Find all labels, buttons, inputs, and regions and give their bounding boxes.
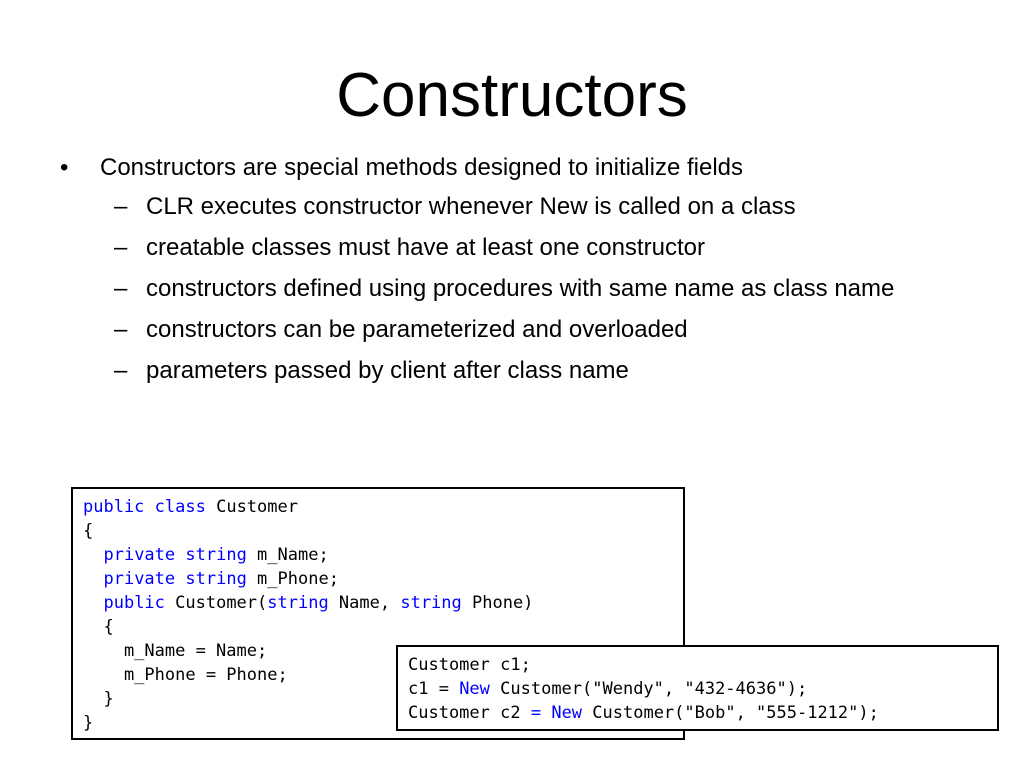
code-keyword: string bbox=[185, 545, 247, 565]
code-token: Name, bbox=[328, 593, 401, 613]
code-line bbox=[83, 591, 673, 615]
sub-bullet-parameters bbox=[56, 354, 976, 388]
code-line bbox=[83, 567, 673, 591]
code-line bbox=[408, 701, 987, 725]
code-token: Customer bbox=[205, 497, 298, 517]
code-keyword: public bbox=[83, 497, 145, 517]
code-token bbox=[83, 593, 103, 613]
code-token: m_Name = Name; bbox=[83, 641, 268, 661]
code-token bbox=[83, 569, 103, 589]
code-token: Customer c2 bbox=[408, 703, 531, 723]
code-line bbox=[83, 495, 673, 519]
dash-marker: – bbox=[114, 275, 128, 302]
code-line bbox=[83, 543, 673, 567]
code-line bbox=[408, 677, 987, 701]
sub-bullet-text: creatable classes must have at least one constructor bbox=[146, 234, 705, 261]
code-token: { bbox=[83, 521, 94, 541]
code-token: { bbox=[83, 617, 114, 637]
bullet-list bbox=[56, 150, 976, 395]
bullet-main-text: Constructors are special methods designed to initialize fields bbox=[100, 154, 743, 181]
dash-marker: – bbox=[114, 357, 128, 384]
code-keyword: = bbox=[530, 703, 542, 723]
code-token: c1 = bbox=[408, 679, 460, 699]
code-line bbox=[408, 653, 987, 677]
code-token: } bbox=[83, 713, 94, 733]
code-keyword: string bbox=[400, 593, 462, 613]
code-token: Customer( bbox=[164, 593, 268, 613]
code-token bbox=[541, 703, 551, 723]
sub-bullet-parameterized bbox=[56, 313, 976, 347]
dash-marker: – bbox=[114, 193, 128, 220]
code-token bbox=[175, 569, 185, 589]
code-keyword: class bbox=[154, 497, 206, 517]
code-token: Customer("Bob", "555-1212"); bbox=[582, 703, 879, 723]
code-keyword: New bbox=[459, 679, 490, 699]
bullet-marker: • bbox=[60, 154, 69, 181]
code-token: m_Phone = Phone; bbox=[83, 665, 288, 685]
code-keyword: public bbox=[103, 593, 165, 613]
slide-title: Constructors bbox=[336, 61, 688, 130]
sub-bullet-creatable bbox=[56, 231, 976, 265]
client-code-block bbox=[396, 645, 999, 731]
code-token: Phone) bbox=[461, 593, 534, 613]
code-token: m_Phone; bbox=[246, 569, 339, 589]
code-token bbox=[144, 497, 154, 517]
sub-bullet-text: constructors can be parameterized and overloaded bbox=[146, 316, 688, 343]
code-line bbox=[83, 615, 673, 639]
dash-marker: – bbox=[114, 234, 128, 261]
sub-bullet-clr bbox=[56, 190, 976, 224]
code-token: Customer c1; bbox=[408, 655, 531, 675]
sub-bullet-text: CLR executes constructor whenever New is called on a class bbox=[146, 193, 796, 220]
bullet-main bbox=[56, 150, 976, 186]
code-token: m_Name; bbox=[246, 545, 329, 565]
sub-bullet-text: parameters passed by client after class name bbox=[146, 357, 629, 384]
code-keyword: string bbox=[267, 593, 329, 613]
code-line bbox=[83, 519, 673, 543]
code-token bbox=[83, 545, 103, 565]
code-keyword: private bbox=[103, 569, 176, 589]
sub-bullet-defined bbox=[56, 272, 976, 306]
code-keyword: New bbox=[551, 703, 583, 723]
code-keyword: private bbox=[103, 545, 176, 565]
code-keyword: string bbox=[185, 569, 247, 589]
code-token bbox=[175, 545, 185, 565]
code-token: Customer("Wendy", "432-4636"); bbox=[489, 679, 808, 699]
sub-bullet-text: constructors defined using procedures with same name as class name bbox=[146, 275, 895, 302]
sub-bullet-list bbox=[56, 190, 976, 388]
code-token: } bbox=[83, 689, 114, 709]
dash-marker: – bbox=[114, 316, 128, 343]
